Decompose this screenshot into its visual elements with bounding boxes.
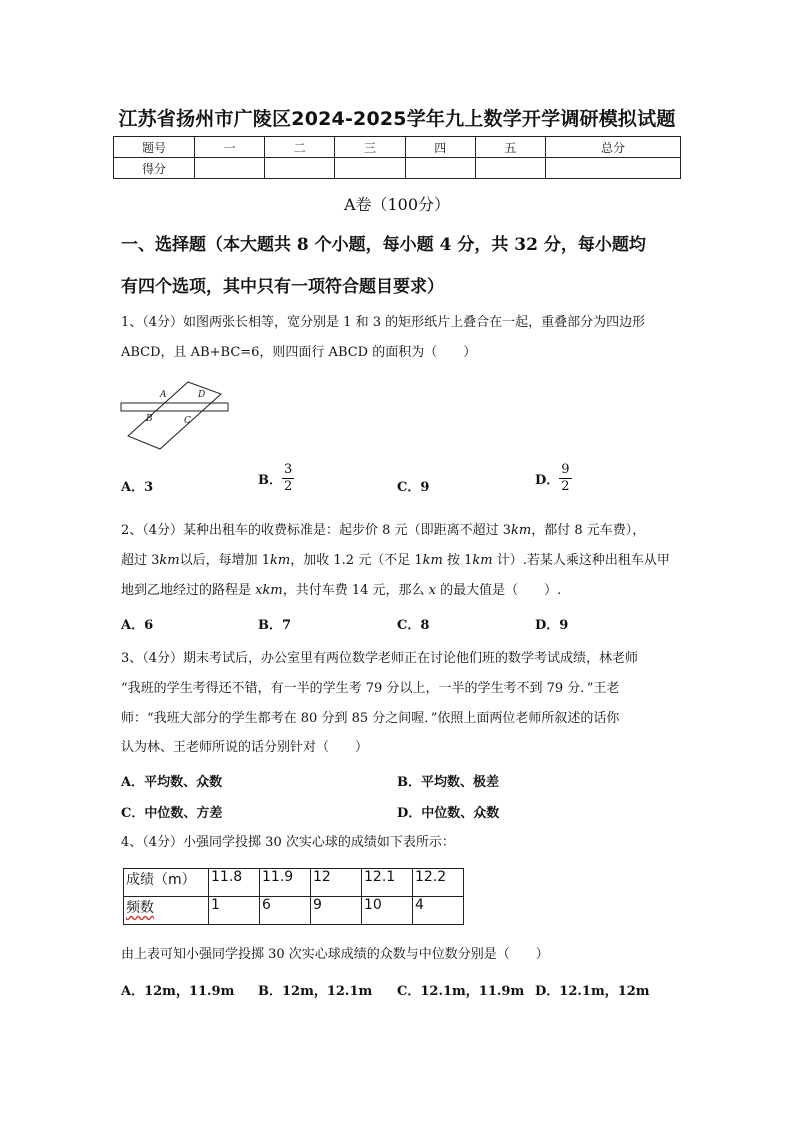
fraction <box>559 462 571 495</box>
q3-option-b[interactable] <box>397 771 499 790</box>
score-header-cell: 四 <box>405 137 475 158</box>
q3-option-a[interactable] <box>121 771 222 790</box>
score-table-header-row <box>114 137 681 158</box>
row-label-text: 成绩（m） <box>126 872 196 888</box>
q1-option-c[interactable] <box>397 476 429 495</box>
q3-text-line1: 3、（4分）期末考试后，办公室里有两位数学老师正在讨论他们班的数学考试成绩，林老师 <box>121 651 639 666</box>
q4-text-line1: 4、（4分）小强同学投掷 30 次实心球的成绩如下表所示： <box>121 835 455 850</box>
q1-option-a[interactable] <box>121 476 153 495</box>
option-text: 中位数、众数 <box>421 806 500 821</box>
row-label <box>124 897 209 925</box>
option-letter: A． <box>121 775 145 790</box>
q2-text-line3 <box>121 577 681 605</box>
option-letter: B． <box>258 984 282 999</box>
text: 计）.若某人乘这种出租车从甲 <box>492 553 670 568</box>
option-text: 3 <box>144 480 154 495</box>
q1-figure <box>118 376 233 452</box>
unit-km: km <box>472 553 493 568</box>
option-text: 12.1m，11.9m <box>420 984 525 999</box>
label-a: A <box>160 390 167 400</box>
score-row-label: 得分 <box>114 158 195 179</box>
unit-km: km <box>159 553 180 568</box>
option-text: 12.1m，12m <box>559 984 650 999</box>
table-cell: 4 <box>413 897 464 925</box>
table-cell: 11.9 <box>260 869 311 897</box>
q1-option-d[interactable] <box>535 462 572 495</box>
fraction-numerator: 9 <box>561 462 570 477</box>
table-cell: 1 <box>209 897 260 925</box>
option-text: 9 <box>420 480 430 495</box>
fraction-denominator: 2 <box>284 479 293 494</box>
row-label <box>124 869 209 897</box>
q3-option-c[interactable] <box>121 802 222 821</box>
slanted-strip <box>128 382 221 449</box>
section1-heading-line1: 一、选择题（本大题共 8 个小题，每小题 4 分，共 32 分，每小题均 <box>121 235 646 255</box>
label-c: C <box>184 416 191 426</box>
option-text: 6 <box>144 618 154 633</box>
score-header-cell: 五 <box>475 137 545 158</box>
q2-option-a[interactable] <box>121 614 153 633</box>
score-cell[interactable] <box>475 158 545 179</box>
q1-text-line2: ABCD，且 AB+BC=6，则四面行 ABCD 的面积为（ ） <box>121 345 477 360</box>
text: 2、（4分）某种出租车的收费标准是：起步价 8 元（即距离不超过 3 <box>121 523 511 538</box>
option-letter: A． <box>121 984 145 999</box>
option-text: 12m，11.9m <box>144 984 235 999</box>
score-header-cell: 总分 <box>546 137 681 158</box>
option-letter: C． <box>397 984 421 999</box>
horizontal-strip <box>121 403 228 411</box>
q2-option-b[interactable] <box>258 614 291 633</box>
section-a-heading: A卷（100分） <box>343 195 451 214</box>
row-label-text: 频数 <box>126 900 154 916</box>
label-b: B <box>146 414 153 424</box>
option-letter: B． <box>397 775 421 790</box>
score-cell[interactable] <box>195 158 265 179</box>
q2-text-line1 <box>121 517 681 545</box>
option-letter: D． <box>535 473 560 488</box>
unit-km: km <box>422 553 443 568</box>
q1-option-b[interactable] <box>258 462 294 495</box>
option-letter: C． <box>397 480 421 495</box>
option-text: 9 <box>559 618 569 633</box>
variable-x: x <box>428 583 436 598</box>
score-cell[interactable] <box>335 158 405 179</box>
text: ，都付 8 元车费）， <box>531 523 646 538</box>
q2-text-line2 <box>121 547 681 575</box>
table-cell: 12 <box>311 869 362 897</box>
unit-km: km <box>270 553 291 568</box>
text: 按 1 <box>442 553 473 568</box>
fraction <box>282 462 294 495</box>
q2-option-d[interactable] <box>535 614 568 633</box>
text: ，共付车费 14 元，那么 <box>282 583 429 598</box>
option-letter: D． <box>397 806 422 821</box>
score-cell[interactable] <box>405 158 475 179</box>
score-header-cell: 二 <box>265 137 335 158</box>
fraction-numerator: 3 <box>284 462 293 477</box>
text: 超过 3 <box>121 553 160 568</box>
q4-option-a[interactable] <box>121 980 234 999</box>
option-letter: D． <box>535 618 560 633</box>
text: 以后，每增加 1 <box>179 553 271 568</box>
distance-variable: xkm <box>255 583 283 598</box>
option-letter: C． <box>121 806 145 821</box>
option-letter: B． <box>258 473 282 488</box>
score-table <box>113 136 681 179</box>
table-row <box>124 897 464 925</box>
option-letter: D． <box>535 984 560 999</box>
page-title: 江苏省扬州市广陵区2024-2025学年九上数学开学调研模拟试题 <box>118 108 676 130</box>
table-cell: 12.1 <box>362 869 413 897</box>
q2-option-c[interactable] <box>397 614 429 633</box>
unit-km: km <box>510 523 532 538</box>
text: 的最大值是（ ）. <box>435 583 562 598</box>
table-cell: 6 <box>260 897 311 925</box>
q4-option-b[interactable] <box>258 980 372 999</box>
table-cell: 9 <box>311 897 362 925</box>
option-text: 平均数、众数 <box>144 775 223 790</box>
label-d: D <box>198 390 206 400</box>
q3-text-line2: “我班的学生考得还不错，有一半的学生考 79 分以上，一半的学生考不到 79 分．”王老 <box>121 681 620 696</box>
option-letter: A． <box>121 480 145 495</box>
score-header-cell: 题号 <box>114 137 195 158</box>
table-cell: 10 <box>362 897 413 925</box>
q4-data-table <box>123 868 464 925</box>
option-text: 中位数、方差 <box>144 806 223 821</box>
option-letter: B． <box>258 618 282 633</box>
table-row <box>124 869 464 897</box>
q4-option-d[interactable] <box>535 980 650 999</box>
text: ，加收 1.2 元（不足 1 <box>290 553 423 568</box>
option-letter: A． <box>121 618 145 633</box>
section1-heading-line2: 有四个选项，其中只有一项符合题目要求） <box>121 277 444 297</box>
q4-text-line2: 由上表可知小强同学投掷 30 次实心球成绩的众数与中位数分别是（ ） <box>121 947 549 962</box>
score-header-cell: 三 <box>335 137 405 158</box>
option-text: 12m，12.1m <box>282 984 373 999</box>
q3-text-line3: 师：“我班大部分的学生都考在 80 分到 85 分之间喔．”依照上面两位老师所叙述的话你 <box>121 711 620 726</box>
q3-text-line4: 认为林、王老师所说的话分别针对（ ） <box>121 740 369 755</box>
fraction-denominator: 2 <box>561 479 570 494</box>
score-cell[interactable] <box>265 158 335 179</box>
option-text: 7 <box>282 618 292 633</box>
q1-text-line1: 1、（4分）如图两张长相等，宽分别是 1 和 3 的矩形纸片上叠合在一起，重叠部分为四边形 <box>121 315 646 330</box>
option-letter: C． <box>397 618 421 633</box>
option-text: 8 <box>420 618 430 633</box>
text: 地到乙地经过的路程是 <box>121 583 256 598</box>
option-text: 平均数、极差 <box>421 775 500 790</box>
q4-option-c[interactable] <box>397 980 524 999</box>
score-table-row <box>114 158 681 179</box>
table-cell: 11.8 <box>209 869 260 897</box>
table-cell: 12.2 <box>413 869 464 897</box>
score-cell[interactable] <box>546 158 681 179</box>
q3-option-d[interactable] <box>397 802 499 821</box>
score-header-cell: 一 <box>195 137 265 158</box>
